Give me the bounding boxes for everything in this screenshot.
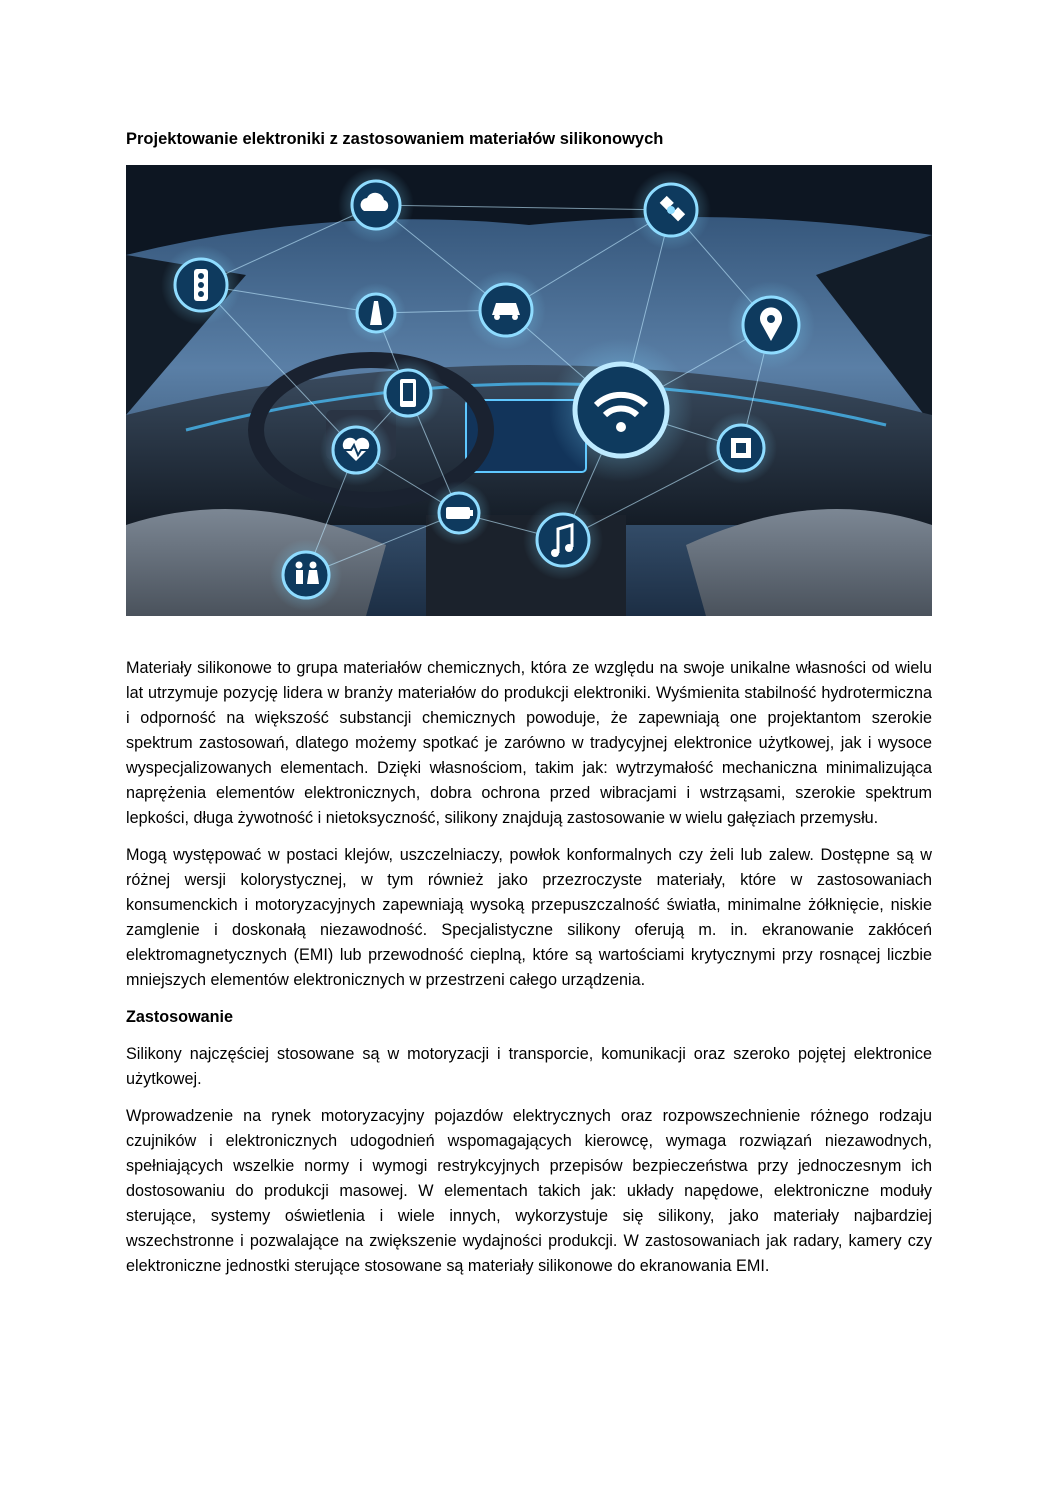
hero-image-connected-car	[126, 165, 932, 616]
document-body	[126, 656, 932, 1291]
car-icon	[466, 270, 546, 350]
heart-rate-icon	[320, 414, 392, 486]
battery-icon	[427, 481, 491, 545]
family-icon	[270, 539, 342, 611]
chip-icon	[705, 412, 777, 484]
paragraph: Materiały silikonowe to grupa materiałów chemicznych, która ze względu na swoje unikalne własności od wielu lat utrzymuje pozycję lidera w branży materiałów do produkcji elektroniki. Wyśmienita stabilność hydrotermiczna i odporność na większość substancji chemicznych powoduje, że zapewniają one projektantom szerokie spektrum zastosowań, dlatego możemy spotkać je zarówno w tradycyjnej elektronice użytkowej, jak i wysoce wyspecjalizowanych elementach. Dzięki własnościom, takim jak: wytrzymałość mechaniczna minimalizująca naprężenia elementów elektronicznych, dobra ochrona przed wibracjami i wstrząsami, szerokie spektrum lepkości, długa żywotność i nietoksyczność, silikony znajdują zastosowanie w wielu gałęziach przemysłu.	[126, 659, 932, 827]
satellite-icon	[631, 170, 711, 250]
cloud-icon	[338, 167, 414, 243]
document-title: Projektowanie elektroniki z zastosowaniem materiałów silikonowych	[126, 130, 664, 148]
paragraph: Wprowadzenie na rynek motoryzacyjny pojazdów elektrycznych oraz rozpowszechnienie różnego rodzaju czujników i elektronicznych udogodnień wspomagających kierowcę, wymaga rozwiązań niezawodnych, spełniających wszelkie normy i wymogi restrykcyjnych przepisów bezpieczeństwa przy jednoczesnym ich dostosowaniu do produkcji masowej. W elementach takich jak: układy napędowe, elektroniczne moduły sterujące, systemy oświetlenia i wiele innych, wykorzystuje się silikony, jako materiały najbardziej wszechstronne i pozwalające na zwiększenie wydajności produkcji. W zastosowaniach jak radary, kamery czy elektroniczne jednostki sterujące stosowane są materiały silikonowe do ekranowania EMI.	[126, 1107, 932, 1275]
location-pin-icon	[727, 281, 815, 369]
music-note-icon	[523, 500, 603, 580]
paragraph: Mogą występować w postaci klejów, uszczelniaczy, powłok konformalnych czy żeli lub zalew. Dostępne są w różnej wersji kolorystycznej, w tym również jako przezroczyste materiały, które w zastosowaniach konsumenckich i motoryzacyjnych zapewniają wysoką przepuszczalność światła, minimalne żółknięcie, niskie zamglenie i doskonałą niezawodność. Specjalistyczne silikony oferują m. in. ekranowanie zakłóceń elektromagnetycznych (EMI) lub przewodność cieplną, które są wartościami krytycznymi przy rosnącej liczbie mniejszych elementów elektronicznych w przestrzeni całego urządzenia.	[126, 846, 932, 989]
traffic-light-icon	[161, 245, 241, 325]
road-icon	[346, 283, 406, 343]
wifi-icon	[549, 338, 693, 482]
paragraph: Silikony najczęściej stosowane są w motoryzacji i transporcie, komunikacji oraz szeroko pojętej elektronice użytkowej.	[126, 1045, 932, 1088]
section-heading: Zastosowanie	[126, 1008, 234, 1026]
smartphone-icon	[372, 357, 444, 429]
